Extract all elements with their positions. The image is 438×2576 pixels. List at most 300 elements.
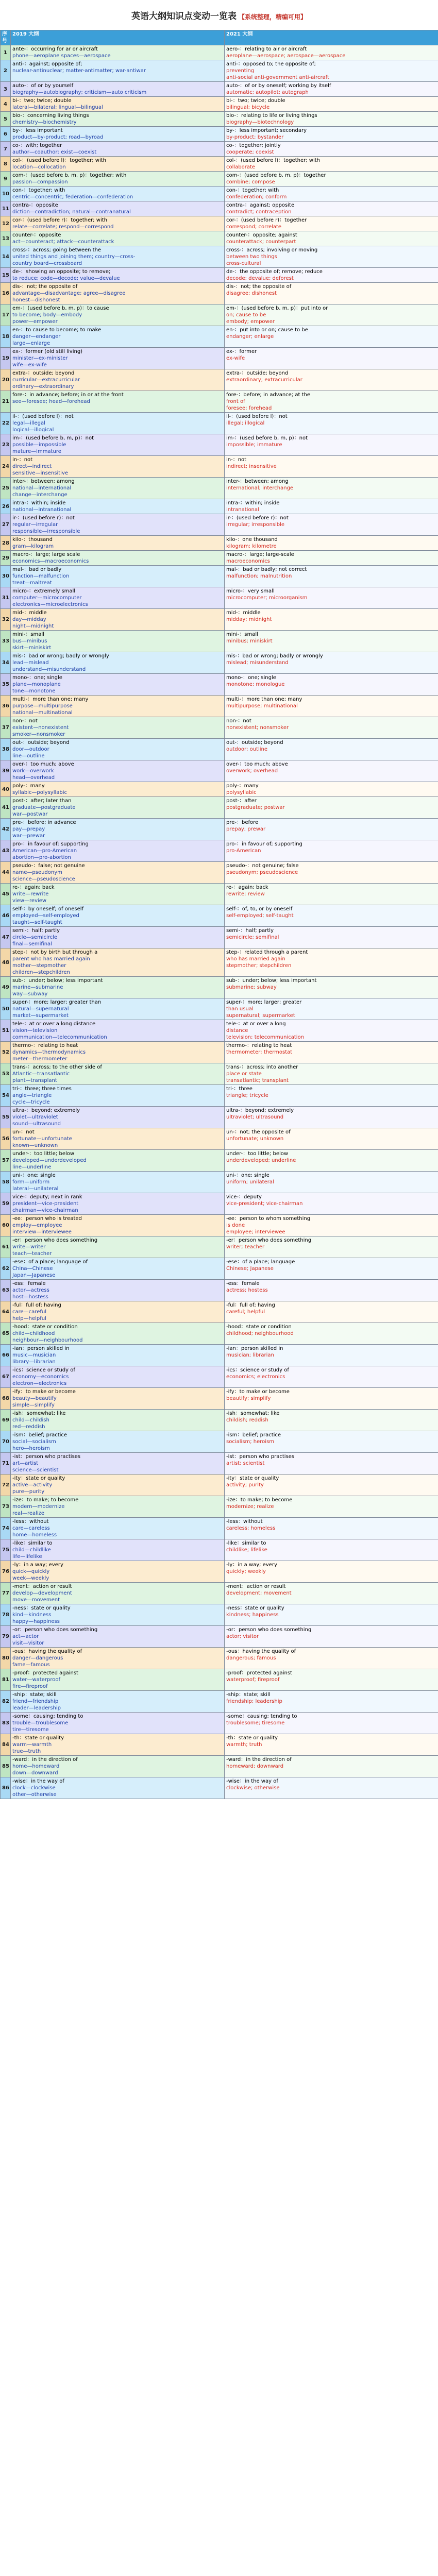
cell-line: legal—illegal bbox=[12, 420, 45, 426]
cell-line: mal-：bad or badly; not correct bbox=[226, 567, 307, 572]
cell-line: en-：put into or on; cause to be bbox=[226, 327, 308, 333]
cell-line: con-：together; with bbox=[12, 188, 65, 193]
cell-line: mini-：small bbox=[226, 632, 258, 637]
cell-line: extraordinary; extracurricular bbox=[226, 377, 302, 383]
row-number: 74 bbox=[1, 1518, 11, 1539]
row-number: 82 bbox=[1, 1691, 11, 1713]
cell-2019 bbox=[11, 1236, 225, 1258]
cell-line: author—coauthor; exist—coexist bbox=[12, 149, 97, 155]
table-row bbox=[1, 1280, 438, 1301]
cell-line: un-：not; the opposite of bbox=[226, 1129, 291, 1135]
cell-line: ordinary—extraordinary bbox=[12, 384, 74, 389]
cell-line: purpose—multipurpose bbox=[12, 703, 73, 709]
table-row bbox=[1, 246, 438, 268]
cell-2019 bbox=[11, 172, 225, 187]
cell-line: view—review bbox=[12, 898, 47, 904]
cell-line: on; cause to be bbox=[226, 312, 266, 318]
cell-line: tele-：at or over a long distance bbox=[12, 1021, 96, 1027]
cell-line: home—homeless bbox=[12, 1532, 57, 1538]
row-number: 22 bbox=[1, 413, 11, 434]
cell-line: artist; scientist bbox=[226, 1461, 265, 1466]
cell-2021 bbox=[225, 797, 438, 819]
cell-line: tone—monotone bbox=[12, 688, 56, 694]
cell-2019 bbox=[11, 1583, 225, 1604]
cell-2021 bbox=[225, 1539, 438, 1561]
row-number: 20 bbox=[1, 369, 11, 391]
cell-line: -proof：protected against bbox=[226, 1670, 292, 1676]
cell-line: pre-：before bbox=[226, 820, 259, 825]
cell-2019 bbox=[11, 760, 225, 782]
cell-line: il-：(used before l)：not bbox=[226, 414, 288, 419]
row-number: 49 bbox=[1, 977, 11, 998]
row-number: 59 bbox=[1, 1193, 11, 1215]
table-row bbox=[1, 1301, 438, 1323]
cell-line: trans-：across; into another bbox=[226, 1064, 298, 1070]
cell-line: down—downward bbox=[12, 1770, 58, 1776]
cell-2021 bbox=[225, 1063, 438, 1085]
table-row bbox=[1, 1431, 438, 1453]
cell-line: regular—irregular bbox=[12, 522, 58, 528]
cell-line: step-：not by birth but through a bbox=[12, 950, 98, 955]
cell-line: submarine; subway bbox=[226, 985, 277, 990]
table-row bbox=[1, 1626, 438, 1648]
cell-2021 bbox=[225, 840, 438, 862]
cell-line: cross-：across; going between the bbox=[12, 247, 102, 253]
cell-line: homeward; downward bbox=[226, 1764, 284, 1769]
cell-line: children—stepchildren bbox=[12, 970, 70, 975]
cell-line: happy—happiness bbox=[12, 1619, 60, 1624]
cell-line: art—artist bbox=[12, 1461, 39, 1466]
cell-2021 bbox=[225, 1777, 438, 1799]
cell-line: fortunate—unfortunate bbox=[12, 1136, 72, 1142]
row-number: 86 bbox=[1, 1777, 11, 1799]
cell-line: Japan—Japanese bbox=[12, 1273, 56, 1278]
row-number: 33 bbox=[1, 631, 11, 652]
row-number: 15 bbox=[1, 268, 11, 283]
cell-line: kind—kindness bbox=[12, 1612, 52, 1618]
cell-line: mid-：middle bbox=[226, 610, 261, 616]
table-row bbox=[1, 478, 438, 499]
cell-2019 bbox=[11, 782, 225, 797]
cell-line: interview—interviewee bbox=[12, 1229, 72, 1235]
cell-line: vice-president; vice-chairman bbox=[226, 1201, 303, 1207]
row-number: 6 bbox=[1, 127, 11, 142]
table-row bbox=[1, 499, 438, 514]
cell-line: science—scientist bbox=[12, 1467, 59, 1473]
table-row bbox=[1, 348, 438, 369]
cell-line: distance bbox=[226, 1028, 248, 1033]
cell-2019 bbox=[11, 1777, 225, 1799]
row-number: 26 bbox=[1, 499, 11, 514]
cell-line: tire—tiresome bbox=[12, 1727, 49, 1733]
cell-line: embody; empower bbox=[226, 319, 275, 325]
row-number: 30 bbox=[1, 566, 11, 587]
cell-line: known—unknown bbox=[12, 1143, 58, 1148]
cell-line: careless; homeless bbox=[226, 1526, 276, 1531]
cell-line: dangerous; famous bbox=[226, 1655, 276, 1661]
cell-2021 bbox=[225, 326, 438, 348]
cell-2021 bbox=[225, 1215, 438, 1236]
cell-line: preventing bbox=[226, 68, 255, 74]
row-number: 81 bbox=[1, 1669, 11, 1691]
cell-line: postgraduate; postwar bbox=[226, 805, 285, 810]
cell-2021 bbox=[225, 652, 438, 674]
cell-2019 bbox=[11, 1691, 225, 1713]
cell-line: childish; reddish bbox=[226, 1417, 268, 1423]
table-row bbox=[1, 60, 438, 82]
cell-line: childlike; lifelike bbox=[226, 1547, 267, 1553]
cell-line: teach—teacher bbox=[12, 1251, 52, 1257]
cell-line: em-：(used before b, m, p)：to cause bbox=[12, 306, 109, 311]
row-number: 71 bbox=[1, 1453, 11, 1475]
cell-line: in-：not bbox=[12, 457, 33, 463]
cell-line: economy—economics bbox=[12, 1374, 69, 1380]
cell-line: abortion—pro-abortion bbox=[12, 855, 71, 860]
cell-line: confederation; conform bbox=[226, 194, 287, 200]
table-row bbox=[1, 369, 438, 391]
cell-2019 bbox=[11, 797, 225, 819]
cell-2021 bbox=[225, 782, 438, 797]
cell-line: mono-：one; single bbox=[12, 675, 62, 681]
row-number: 53 bbox=[1, 1063, 11, 1085]
cell-line: is done bbox=[226, 1223, 245, 1228]
cell-line: head—overhead bbox=[12, 775, 55, 781]
cell-line: wife—ex-wife bbox=[12, 362, 47, 368]
cell-line: power—empower bbox=[12, 319, 58, 325]
cell-line: triangle; tricycle bbox=[226, 1093, 268, 1098]
cell-2019 bbox=[11, 1734, 225, 1756]
table-row bbox=[1, 760, 438, 782]
cell-line: sub-：under; below; less important bbox=[226, 978, 317, 984]
cell-line: existent—nonexistent bbox=[12, 725, 69, 731]
table-row bbox=[1, 268, 438, 283]
cell-2021 bbox=[225, 82, 438, 97]
cell-line: self-employed; self-taught bbox=[226, 913, 294, 919]
cell-2021 bbox=[225, 478, 438, 499]
cell-2021 bbox=[225, 674, 438, 696]
row-number: 62 bbox=[1, 1258, 11, 1280]
table-row bbox=[1, 1410, 438, 1431]
cell-2019 bbox=[11, 201, 225, 216]
row-number: 7 bbox=[1, 142, 11, 157]
cell-line: impossible; immature bbox=[226, 442, 282, 448]
cell-line: hero—heroism bbox=[12, 1446, 50, 1451]
cell-line: lateral—bilateral; lingual—bilingual bbox=[12, 105, 103, 110]
row-number: 69 bbox=[1, 1410, 11, 1431]
cell-line: thermometer; thermostat bbox=[226, 1049, 293, 1055]
cell-line: anti-：opposed to; the opposite of; bbox=[226, 61, 316, 67]
cell-2021 bbox=[225, 1280, 438, 1301]
cell-line: meter—thermometer bbox=[12, 1056, 68, 1062]
cell-line: counterattack; counterpart bbox=[226, 239, 296, 245]
cell-2021 bbox=[225, 127, 438, 142]
title-text: 英语大纲知识点变动一览表 bbox=[131, 11, 237, 22]
row-number: 36 bbox=[1, 696, 11, 717]
cell-line: computer—microcomputer bbox=[12, 595, 82, 601]
cell-line: ultra-：beyond; extremely bbox=[12, 1108, 80, 1113]
cell-line: counter-：opposite; against bbox=[226, 232, 297, 238]
row-number: 83 bbox=[1, 1713, 11, 1734]
cell-line: clockwise; otherwise bbox=[226, 1785, 280, 1791]
cell-2021 bbox=[225, 1366, 438, 1388]
cell-line: automatic; autopilot; autograph bbox=[226, 90, 309, 95]
cell-line: American—pro-American bbox=[12, 848, 77, 854]
table-row bbox=[1, 652, 438, 674]
table-row bbox=[1, 97, 438, 112]
cell-line: mature—immature bbox=[12, 449, 61, 454]
cell-line: door—outdoor bbox=[12, 747, 49, 752]
cell-line: writer; teacher bbox=[226, 1244, 265, 1250]
table-row bbox=[1, 819, 438, 840]
cell-line: illegal; illogical bbox=[226, 420, 265, 426]
row-number: 84 bbox=[1, 1734, 11, 1756]
table-row bbox=[1, 326, 438, 348]
table-row bbox=[1, 1042, 438, 1063]
table-row bbox=[1, 216, 438, 231]
cell-line: -ify：to make or become bbox=[12, 1389, 76, 1395]
cell-2019 bbox=[11, 348, 225, 369]
cell-2019 bbox=[11, 1410, 225, 1431]
cell-line: -ize：to make; to become bbox=[12, 1497, 79, 1503]
table-row bbox=[1, 1669, 438, 1691]
cell-line: care—careful bbox=[12, 1309, 46, 1315]
table-row bbox=[1, 782, 438, 797]
cell-line: Chinese; Japanese bbox=[226, 1266, 274, 1272]
cell-line: fore-：before; in advance; at the bbox=[226, 392, 311, 398]
cell-2021 bbox=[225, 1128, 438, 1150]
cell-line: week—weekly bbox=[12, 1575, 49, 1581]
cell-2019 bbox=[11, 60, 225, 82]
cell-line: careful; helpful bbox=[226, 1309, 265, 1315]
cell-line: minister—ex-minister bbox=[12, 355, 68, 361]
cell-2019 bbox=[11, 1280, 225, 1301]
cell-2019 bbox=[11, 717, 225, 739]
cell-line: change—interchange bbox=[12, 492, 68, 498]
row-number: 23 bbox=[1, 434, 11, 456]
cell-2021 bbox=[225, 499, 438, 514]
cell-2021 bbox=[225, 1107, 438, 1128]
row-number: 72 bbox=[1, 1475, 11, 1496]
cell-line: pseudonym; pseudoscience bbox=[226, 870, 298, 875]
cell-2019 bbox=[11, 1518, 225, 1539]
row-number: 52 bbox=[1, 1042, 11, 1063]
cell-line: vice-：deputy; next in rank bbox=[12, 1194, 82, 1200]
cell-line: child—childish bbox=[12, 1417, 49, 1423]
title-note: 【系统整理，精编可用】 bbox=[238, 13, 307, 21]
cell-line: day—midday bbox=[12, 617, 46, 622]
table-row bbox=[1, 998, 438, 1020]
cell-line: -ity：state or quality bbox=[226, 1476, 279, 1481]
table-row bbox=[1, 1518, 438, 1539]
cell-line: cycle—tricycle bbox=[12, 1099, 50, 1105]
cell-line: write—writer bbox=[12, 1244, 46, 1250]
table-row bbox=[1, 1777, 438, 1799]
cell-line: red—reddish bbox=[12, 1424, 45, 1430]
cell-line: employ—employee bbox=[12, 1223, 62, 1228]
table-row bbox=[1, 1128, 438, 1150]
cell-line: malfunction; malnutrition bbox=[226, 573, 292, 579]
cell-line: -ist：person who practises bbox=[226, 1454, 295, 1460]
table-row bbox=[1, 1475, 438, 1496]
cell-2021 bbox=[225, 696, 438, 717]
cell-line: relate—correlate; respond—correspond bbox=[12, 224, 114, 230]
table-row bbox=[1, 1496, 438, 1518]
row-number: 44 bbox=[1, 862, 11, 884]
cell-2021 bbox=[225, 283, 438, 304]
cell-line: semicircle; semifinal bbox=[226, 935, 279, 940]
table-header bbox=[1, 30, 438, 45]
cell-line: friend—friendship bbox=[12, 1699, 59, 1704]
cell-line: between two things bbox=[226, 254, 277, 260]
row-number: 45 bbox=[1, 884, 11, 905]
table-row bbox=[1, 1756, 438, 1777]
cell-line: -ish：somewhat; like bbox=[226, 1411, 280, 1416]
cell-line: co-：with; together bbox=[12, 143, 62, 148]
cell-2019 bbox=[11, 1366, 225, 1388]
cell-line: cross-：across; involving or moving bbox=[226, 247, 318, 253]
table-row bbox=[1, 1236, 438, 1258]
header-2021: 2021 大纲 bbox=[225, 30, 438, 45]
cell-2021 bbox=[225, 1172, 438, 1193]
cell-2019 bbox=[11, 674, 225, 696]
cell-line: treat—maltreat bbox=[12, 580, 52, 586]
cell-line: -ity：state or quality bbox=[12, 1476, 65, 1481]
cell-2019 bbox=[11, 1107, 225, 1128]
cell-line: post-：after; later than bbox=[12, 798, 72, 804]
cell-2019 bbox=[11, 652, 225, 674]
table-row bbox=[1, 927, 438, 948]
cell-2019 bbox=[11, 1172, 225, 1193]
cell-line: mis-：bad or wrong; badly or wrongly bbox=[226, 653, 323, 659]
table-row bbox=[1, 1150, 438, 1172]
cell-line: to reduce; code—decode; value—devalue bbox=[12, 276, 120, 281]
cell-line: super-：more; larger; greater than bbox=[12, 999, 102, 1005]
cell-line: marine—submarine bbox=[12, 985, 63, 990]
cell-line: supernatural; supermarket bbox=[226, 1013, 295, 1019]
cell-line: de-：showing an opposite; to remove; bbox=[12, 269, 111, 275]
cell-line: visit—visitor bbox=[12, 1640, 44, 1646]
cell-line: -th：state or quality bbox=[226, 1735, 278, 1741]
cell-line: pro-：in favour of; supporting bbox=[12, 841, 89, 847]
cell-2019 bbox=[11, 1150, 225, 1172]
cell-line: danger—endanger bbox=[12, 334, 61, 340]
cell-line: president—vice-president bbox=[12, 1201, 79, 1207]
cell-2019 bbox=[11, 1669, 225, 1691]
row-number: 16 bbox=[1, 283, 11, 304]
cell-line: contra-：against; opposite bbox=[226, 202, 295, 208]
cell-2019 bbox=[11, 1453, 225, 1475]
cell-2021 bbox=[225, 1388, 438, 1410]
cell-line: -ee：person to whom something bbox=[226, 1216, 311, 1222]
table-row bbox=[1, 739, 438, 760]
cell-2021 bbox=[225, 1669, 438, 1691]
cell-2019 bbox=[11, 1475, 225, 1496]
cell-line: auto-：of or by oneself; working by itself bbox=[226, 83, 331, 89]
row-number: 57 bbox=[1, 1150, 11, 1172]
cell-line: employee; interviewee bbox=[226, 1229, 285, 1235]
cell-line: natural—supernatural bbox=[12, 1006, 69, 1012]
cell-line: -wise：in the way of bbox=[226, 1778, 278, 1784]
cell-2019 bbox=[11, 739, 225, 760]
row-number: 50 bbox=[1, 998, 11, 1020]
cell-line: logical—illogical bbox=[12, 427, 54, 433]
cell-2019 bbox=[11, 905, 225, 927]
cell-line: vice-：deputy bbox=[226, 1194, 262, 1200]
cell-line: tri-：three bbox=[226, 1086, 252, 1092]
cell-line: dis-：not; the opposite of bbox=[226, 284, 292, 290]
cell-line: real—realize bbox=[12, 1511, 45, 1516]
cell-line: direct—indirect bbox=[12, 464, 52, 469]
cell-line: ir-：(used before r)：not bbox=[12, 515, 75, 521]
cell-line: market—supermarket bbox=[12, 1013, 69, 1019]
table-row bbox=[1, 1561, 438, 1583]
cell-line: -er：person who does something bbox=[226, 1238, 312, 1243]
table-row bbox=[1, 1193, 438, 1215]
row-number: 3 bbox=[1, 82, 11, 97]
cell-line: anti-social anti-government anti-aircraft bbox=[226, 75, 329, 80]
cell-2021 bbox=[225, 514, 438, 536]
row-number: 5 bbox=[1, 112, 11, 127]
row-number: 43 bbox=[1, 840, 11, 862]
row-number: 25 bbox=[1, 478, 11, 499]
cell-line: kilo-：one thousand bbox=[226, 537, 278, 543]
cell-2019 bbox=[11, 862, 225, 884]
cell-2021 bbox=[225, 862, 438, 884]
cell-line: phone—aeroplane spaces—aerospace bbox=[12, 53, 111, 59]
cell-line: responsible—irresponsible bbox=[12, 529, 80, 534]
cell-2021 bbox=[225, 157, 438, 172]
cell-line: war—prewar bbox=[12, 833, 45, 839]
cell-line: ex-：former bbox=[226, 349, 257, 354]
cell-2021 bbox=[225, 587, 438, 609]
cell-line: macro-：large; large scale bbox=[12, 552, 80, 557]
cell-2021 bbox=[225, 631, 438, 652]
cell-2019 bbox=[11, 97, 225, 112]
table-row bbox=[1, 1604, 438, 1626]
cell-2021 bbox=[225, 884, 438, 905]
cell-2019 bbox=[11, 142, 225, 157]
table-row bbox=[1, 1063, 438, 1085]
cell-2021 bbox=[225, 977, 438, 998]
cell-line: international; interchange bbox=[226, 485, 294, 491]
cell-line: sub-：under; below; less important bbox=[12, 978, 103, 984]
cell-line: host—hostess bbox=[12, 1294, 48, 1300]
cell-2019 bbox=[11, 1756, 225, 1777]
cell-2021 bbox=[225, 304, 438, 326]
cell-line: electronics—microelectronics bbox=[12, 602, 88, 607]
cell-line: sensitive—insensitive bbox=[12, 470, 69, 476]
cell-line: move—movement bbox=[12, 1597, 60, 1603]
cell-line: irregular; irresponsible bbox=[226, 522, 285, 528]
cell-2019 bbox=[11, 434, 225, 456]
cell-line: warm—warmth bbox=[12, 1742, 52, 1748]
row-number: 38 bbox=[1, 739, 11, 760]
cell-line: -some：causing; tending to bbox=[226, 1714, 297, 1719]
cell-2019 bbox=[11, 1042, 225, 1063]
cell-line: economics—macroeconomics bbox=[12, 558, 89, 564]
cell-line: cooperate; coexist bbox=[226, 149, 274, 155]
cell-2021 bbox=[225, 905, 438, 927]
row-number: 34 bbox=[1, 652, 11, 674]
cell-2019 bbox=[11, 231, 225, 246]
cell-2021 bbox=[225, 1345, 438, 1366]
cell-line: thermo-：relating to heat bbox=[226, 1043, 292, 1048]
cell-line: other—otherwise bbox=[12, 1792, 57, 1798]
cell-line: step-：related through a parent bbox=[226, 950, 308, 955]
cell-line: contra-：opposite bbox=[12, 202, 58, 208]
cell-line: kindness; happiness bbox=[226, 1612, 279, 1618]
cell-line: honest—dishonest bbox=[12, 297, 60, 303]
